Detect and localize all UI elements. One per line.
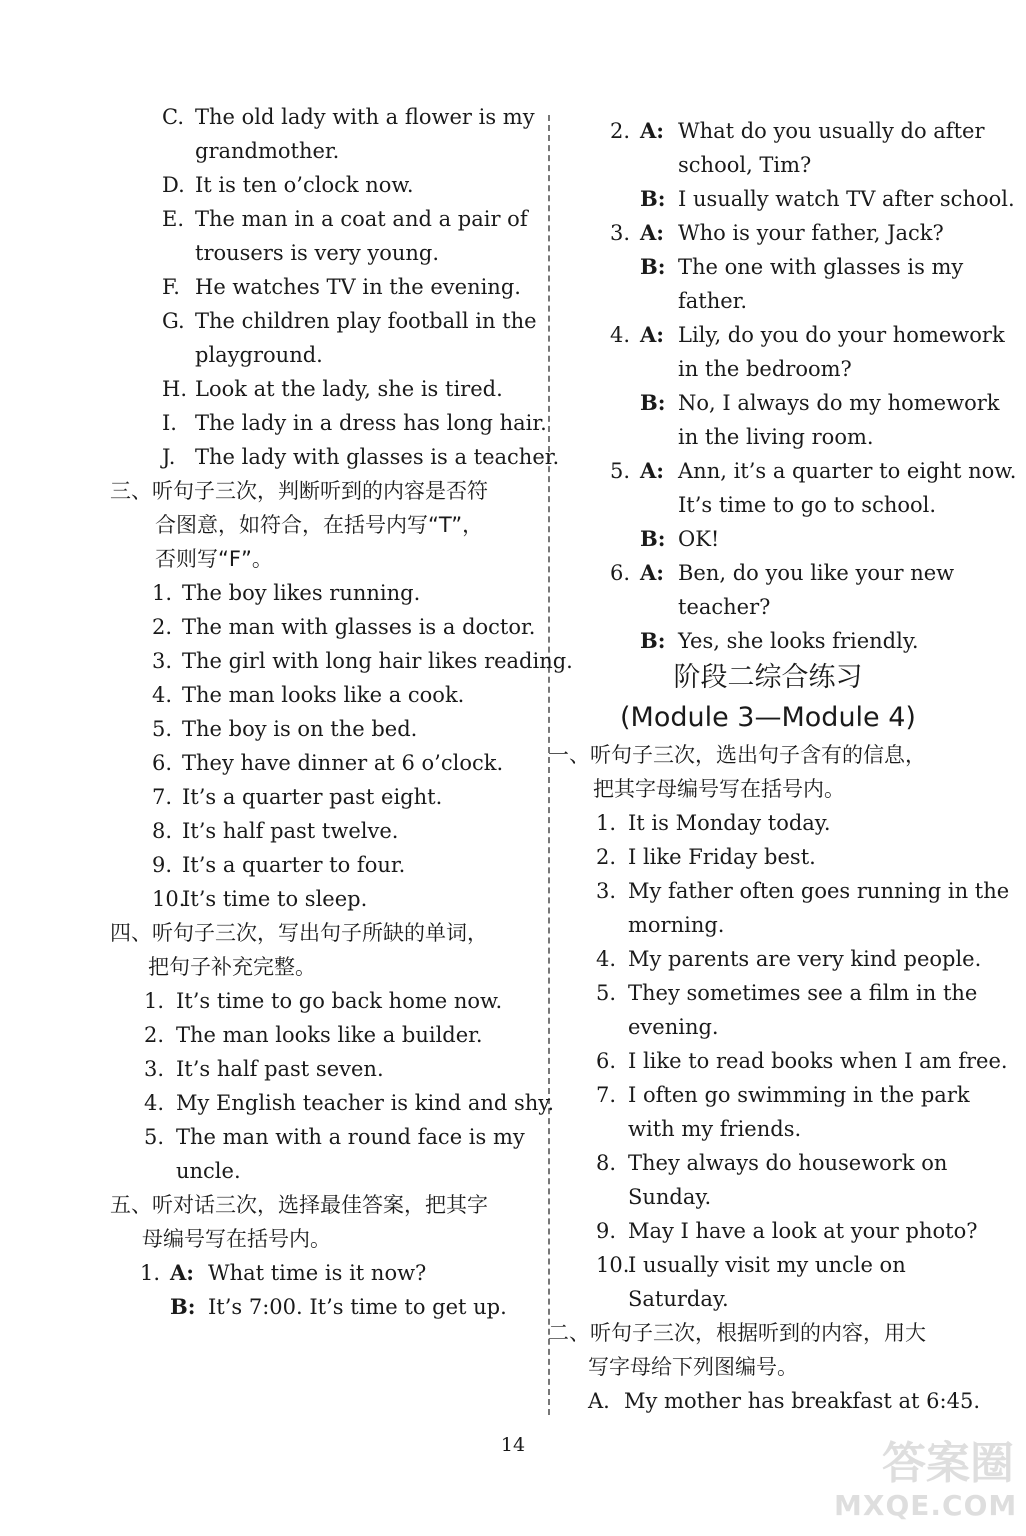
item-label: 10. bbox=[152, 887, 186, 911]
item-line-cont bbox=[548, 1112, 988, 1146]
item-line bbox=[110, 610, 535, 644]
section-title-cont: 把句子补充完整。 bbox=[148, 955, 316, 979]
item-line bbox=[548, 1146, 988, 1180]
dialog-number: 4. bbox=[610, 323, 631, 347]
item-text: I like to read books when I am free. bbox=[628, 1049, 1008, 1073]
item-text: trousers is very young. bbox=[195, 241, 440, 265]
list-item bbox=[110, 678, 535, 712]
list-item bbox=[110, 576, 535, 610]
item-text: playground. bbox=[195, 343, 323, 367]
item-text: The lady in a dress has long hair. bbox=[195, 411, 547, 435]
item-line bbox=[110, 1120, 535, 1154]
section-3 bbox=[110, 474, 573, 916]
item-line bbox=[110, 848, 535, 882]
dialog-text-b: It’s 7:00. It’s time to get up. bbox=[208, 1295, 507, 1319]
speaker-b-label: B: bbox=[640, 186, 666, 211]
item-label: 3. bbox=[596, 879, 617, 903]
dialog-text-a: Ann, it’s a quarter to eight now. bbox=[678, 459, 1017, 483]
dialog-line-b-cont bbox=[548, 420, 988, 454]
section-2 bbox=[548, 1316, 988, 1418]
item-line bbox=[110, 576, 535, 610]
dialog-number: 6. bbox=[610, 561, 631, 585]
item-line bbox=[110, 168, 535, 202]
list-item bbox=[110, 372, 535, 406]
item-label: 3. bbox=[152, 649, 173, 673]
list-item bbox=[548, 942, 988, 976]
stage-heading-subtitle: (Module 3—Module 4) bbox=[620, 702, 916, 733]
dialog-text-a: Who is your father, Jack? bbox=[678, 221, 944, 245]
item-text: It is Monday today. bbox=[628, 811, 831, 835]
item-line bbox=[110, 882, 535, 916]
list-item bbox=[110, 202, 535, 270]
item-text: He watches TV in the evening. bbox=[195, 275, 521, 299]
section-1 bbox=[548, 738, 1010, 1316]
item-text: It’s time to sleep. bbox=[182, 887, 368, 911]
speaker-a-label: A: bbox=[640, 458, 665, 483]
dialog-item bbox=[548, 216, 988, 318]
item-line bbox=[110, 678, 535, 712]
section-title: 五、听对话三次，选择最佳答案，把其字 bbox=[110, 1193, 488, 1217]
dialog-line-b bbox=[548, 624, 988, 658]
item-line bbox=[548, 1384, 988, 1418]
item-line bbox=[110, 1052, 535, 1086]
dialog-text-a: school, Tim? bbox=[678, 153, 812, 177]
list-item bbox=[110, 168, 535, 202]
item-text: They have dinner at 6 o’clock. bbox=[182, 751, 504, 775]
item-label: 4. bbox=[596, 947, 617, 971]
list-item bbox=[110, 644, 573, 678]
dialog-line-a bbox=[548, 318, 1005, 352]
item-line-cont bbox=[110, 134, 535, 168]
dialog-text-b: in the living room. bbox=[678, 425, 874, 449]
dialog-line-b bbox=[110, 1290, 535, 1324]
item-label: 6. bbox=[596, 1049, 617, 1073]
item-line bbox=[110, 644, 573, 678]
dialog-line-b bbox=[548, 182, 1015, 216]
item-label: 9. bbox=[152, 853, 173, 877]
dialog-item bbox=[548, 318, 1005, 454]
item-label: G. bbox=[162, 309, 185, 333]
list-item bbox=[110, 1086, 555, 1120]
item-line bbox=[110, 814, 535, 848]
item-text: They always do housework on bbox=[628, 1151, 948, 1175]
dialog-line-a-cont bbox=[548, 352, 988, 386]
item-line bbox=[110, 712, 535, 746]
list-item bbox=[548, 1146, 988, 1214]
item-label: 7. bbox=[152, 785, 173, 809]
dialog-text-b: OK! bbox=[678, 527, 720, 551]
list-item bbox=[110, 610, 535, 644]
item-line bbox=[110, 780, 535, 814]
left-column bbox=[110, 100, 573, 1324]
list-item bbox=[110, 746, 535, 780]
dialog-text-a: Ben, do you like your new bbox=[678, 561, 955, 585]
item-text: evening. bbox=[628, 1015, 719, 1039]
list-item bbox=[110, 814, 535, 848]
item-label: D. bbox=[162, 173, 185, 197]
speaker-a-label: A: bbox=[640, 220, 665, 245]
item-text: The old lady with a flower is my bbox=[195, 105, 535, 129]
list-item bbox=[548, 1078, 988, 1146]
dialog-line-a bbox=[548, 216, 988, 250]
watermark-logo bbox=[834, 1438, 1018, 1528]
item-text: It’s time to go back home now. bbox=[176, 989, 503, 1013]
item-line-cont bbox=[548, 1180, 988, 1214]
item-line bbox=[548, 1248, 988, 1282]
item-label: 5. bbox=[152, 717, 173, 741]
list-item bbox=[110, 1120, 535, 1188]
item-text: I like Friday best. bbox=[628, 845, 816, 869]
dialog-number: 3. bbox=[610, 221, 631, 245]
item-text: The man looks like a cook. bbox=[182, 683, 465, 707]
item-line bbox=[548, 1044, 1008, 1078]
item-text: May I have a look at your photo? bbox=[628, 1219, 978, 1243]
item-line bbox=[548, 806, 988, 840]
item-label: 4. bbox=[152, 683, 173, 707]
item-text: grandmother. bbox=[195, 139, 340, 163]
dialog-line-a bbox=[110, 1256, 535, 1290]
item-text: morning. bbox=[628, 913, 725, 937]
dialog-text-b: I usually watch TV after school. bbox=[678, 187, 1015, 211]
item-text: My English teacher is kind and shy. bbox=[176, 1091, 555, 1115]
dialog-text-b: father. bbox=[678, 289, 748, 313]
dialog-line-a bbox=[548, 556, 988, 590]
list-item bbox=[548, 976, 988, 1044]
speaker-a-label: A: bbox=[640, 322, 665, 347]
item-text: It’s a quarter past eight. bbox=[182, 785, 443, 809]
dialog-text-a: What time is it now? bbox=[208, 1261, 427, 1285]
page-number: 14 bbox=[500, 1434, 526, 1456]
list-item bbox=[110, 984, 535, 1018]
list-item bbox=[110, 712, 535, 746]
dialog-text-a: It’s time to go to school. bbox=[678, 493, 937, 517]
item-line bbox=[110, 270, 535, 304]
section-title-cont: 把其字母编号写在括号内。 bbox=[593, 777, 845, 801]
item-line bbox=[548, 874, 1010, 908]
item-line bbox=[548, 1214, 988, 1248]
item-text: The girl with long hair likes reading. bbox=[182, 649, 573, 673]
item-text: Saturday. bbox=[628, 1287, 729, 1311]
dialog-line-a bbox=[548, 454, 1017, 488]
dialog-line-a bbox=[548, 114, 988, 148]
item-text: The man in a coat and a pair of bbox=[195, 207, 528, 231]
speaker-b-label: B: bbox=[640, 254, 666, 279]
section-title: 一、听句子三次，选出句子含有的信息， bbox=[548, 743, 926, 767]
list-item bbox=[548, 874, 1010, 942]
dialog-text-a: in the bedroom? bbox=[678, 357, 852, 381]
item-label: 4. bbox=[144, 1091, 165, 1115]
list-item bbox=[110, 1052, 535, 1086]
dialog-number: 2. bbox=[610, 119, 631, 143]
dialog-item bbox=[548, 556, 988, 658]
item-text: My parents are very kind people. bbox=[628, 947, 982, 971]
section-title-cont: 写字母给下列图编号。 bbox=[588, 1355, 798, 1379]
item-label: 3. bbox=[144, 1057, 165, 1081]
section-4 bbox=[110, 916, 555, 1188]
section-title-cont: 合图意，如符合，在括号内写“T”， bbox=[155, 513, 484, 537]
item-text: My mother has breakfast at 6:45. bbox=[624, 1389, 981, 1413]
watermark-text-bottom: MXQE.COM bbox=[834, 1489, 1018, 1522]
item-label: 1. bbox=[144, 989, 165, 1013]
list-item bbox=[548, 840, 988, 874]
item-text: uncle. bbox=[176, 1159, 241, 1183]
item-label: 9. bbox=[596, 1219, 617, 1243]
item-line bbox=[110, 406, 547, 440]
item-text: It’s half past twelve. bbox=[182, 819, 399, 843]
speaker-a-label: A: bbox=[170, 1260, 195, 1285]
list-item bbox=[110, 882, 535, 916]
dialog-text-b: Yes, she looks friendly. bbox=[678, 629, 919, 653]
item-line bbox=[110, 440, 560, 474]
section-5 bbox=[110, 1188, 535, 1324]
dialog-list bbox=[548, 100, 1017, 658]
item-label: C. bbox=[162, 105, 184, 129]
speaker-a-label: A: bbox=[640, 118, 665, 143]
left-top-items bbox=[110, 100, 560, 474]
item-text: The man with a round face is my bbox=[176, 1125, 525, 1149]
item-line-cont bbox=[110, 1154, 535, 1188]
item-label: A. bbox=[588, 1389, 610, 1413]
item-line-cont bbox=[110, 338, 535, 372]
dialog-line-b bbox=[548, 250, 988, 284]
item-text: The man with glasses is a doctor. bbox=[182, 615, 536, 639]
item-label: F. bbox=[162, 275, 180, 299]
dialog-text-b: The one with glasses is my bbox=[678, 255, 964, 279]
item-label: 1. bbox=[596, 811, 617, 835]
item-text: It’s half past seven. bbox=[176, 1057, 384, 1081]
dialog-line-a-cont bbox=[548, 148, 988, 182]
section-title: 二、听句子三次，根据听到的内容，用大 bbox=[548, 1321, 926, 1345]
list-item bbox=[110, 100, 535, 168]
speaker-b-label: B: bbox=[170, 1294, 196, 1319]
item-label: 5. bbox=[144, 1125, 165, 1149]
list-item bbox=[110, 440, 560, 474]
item-label: 1. bbox=[152, 581, 173, 605]
speaker-b-label: B: bbox=[640, 390, 666, 415]
item-label: 5. bbox=[596, 981, 617, 1005]
dialog-line-b bbox=[548, 386, 1000, 420]
item-text: It’s a quarter to four. bbox=[182, 853, 406, 877]
item-line bbox=[110, 372, 535, 406]
dialog-number: 1. bbox=[140, 1261, 161, 1285]
dialog-text-a: What do you usually do after bbox=[678, 119, 985, 143]
item-label: 2. bbox=[152, 615, 173, 639]
item-text: with my friends. bbox=[628, 1117, 802, 1141]
item-line bbox=[110, 1086, 555, 1120]
dialog-item bbox=[548, 114, 1015, 216]
item-text: The lady with glasses is a teacher. bbox=[195, 445, 560, 469]
item-text: The boy is on the bed. bbox=[182, 717, 418, 741]
item-text: Look at the lady, she is tired. bbox=[195, 377, 503, 401]
item-line bbox=[110, 1018, 535, 1052]
dialog-line-b bbox=[548, 522, 988, 556]
list-item bbox=[110, 304, 535, 372]
item-label: J. bbox=[162, 445, 176, 469]
item-label: 7. bbox=[596, 1083, 617, 1107]
list-item bbox=[110, 848, 535, 882]
list-item bbox=[110, 270, 535, 304]
item-label: H. bbox=[162, 377, 187, 401]
item-text: The man looks like a builder. bbox=[176, 1023, 483, 1047]
item-label: E. bbox=[162, 207, 185, 231]
section-title: 四、听句子三次，写出句子所缺的单词， bbox=[110, 921, 488, 945]
speaker-b-label: B: bbox=[640, 628, 666, 653]
list-item bbox=[548, 1384, 988, 1418]
section-title-cont: 母编号写在括号内。 bbox=[142, 1227, 331, 1251]
list-item bbox=[548, 806, 988, 840]
item-line bbox=[548, 1078, 988, 1112]
item-line bbox=[548, 840, 988, 874]
list-item bbox=[548, 1214, 988, 1248]
list-item bbox=[548, 1044, 1008, 1078]
item-label: 6. bbox=[152, 751, 173, 775]
item-line bbox=[110, 746, 535, 780]
item-line-cont bbox=[548, 908, 988, 942]
item-label: 2. bbox=[144, 1023, 165, 1047]
item-line-cont bbox=[548, 1010, 988, 1044]
section-title: 三、听句子三次，判断听到的内容是否符 bbox=[110, 479, 488, 503]
dialog-line-a-cont bbox=[548, 590, 988, 624]
dialog-text-a: teacher? bbox=[678, 595, 771, 619]
item-line bbox=[548, 976, 988, 1010]
item-line bbox=[110, 100, 535, 134]
item-text: They sometimes see a film in the bbox=[628, 981, 978, 1005]
item-line-cont bbox=[548, 1282, 988, 1316]
right-column bbox=[548, 100, 1017, 1418]
speaker-b-label: B: bbox=[640, 526, 666, 551]
item-text: The boy likes running. bbox=[182, 581, 421, 605]
list-item bbox=[548, 1248, 988, 1316]
stage-heading-title: 阶段二综合练习 bbox=[673, 662, 863, 693]
item-label: 8. bbox=[596, 1151, 617, 1175]
item-label: 8. bbox=[152, 819, 173, 843]
dialog-text-a: Lily, do you do your homework bbox=[678, 323, 1005, 347]
item-text: I often go swimming in the park bbox=[628, 1083, 970, 1107]
item-line bbox=[548, 942, 988, 976]
item-label: 2. bbox=[596, 845, 617, 869]
item-label: 10. bbox=[596, 1253, 630, 1277]
dialog-number: 5. bbox=[610, 459, 631, 483]
dialog-line-b-cont bbox=[548, 284, 988, 318]
section-title-cont: 否则写“F”。 bbox=[155, 547, 273, 571]
watermark-text-top: 答案圈 bbox=[882, 1438, 1014, 1489]
dialog-item bbox=[548, 454, 1017, 556]
dialog-line-a-cont bbox=[548, 488, 988, 522]
item-line-cont bbox=[110, 236, 535, 270]
item-text: The children play football in the bbox=[195, 309, 537, 333]
dialog-text-b: No, I always do my homework bbox=[678, 391, 1000, 415]
item-line bbox=[110, 984, 535, 1018]
item-line bbox=[110, 304, 535, 338]
item-text: I usually visit my uncle on bbox=[628, 1253, 906, 1277]
list-item bbox=[110, 1018, 535, 1052]
item-label: I. bbox=[162, 411, 177, 435]
list-item bbox=[110, 780, 535, 814]
list-item bbox=[110, 406, 547, 440]
item-text: Sunday. bbox=[628, 1185, 712, 1209]
item-text: My father often goes running in the bbox=[628, 879, 1010, 903]
item-text: It is ten o’clock now. bbox=[195, 173, 414, 197]
speaker-a-label: A: bbox=[640, 560, 665, 585]
item-line bbox=[110, 202, 535, 236]
